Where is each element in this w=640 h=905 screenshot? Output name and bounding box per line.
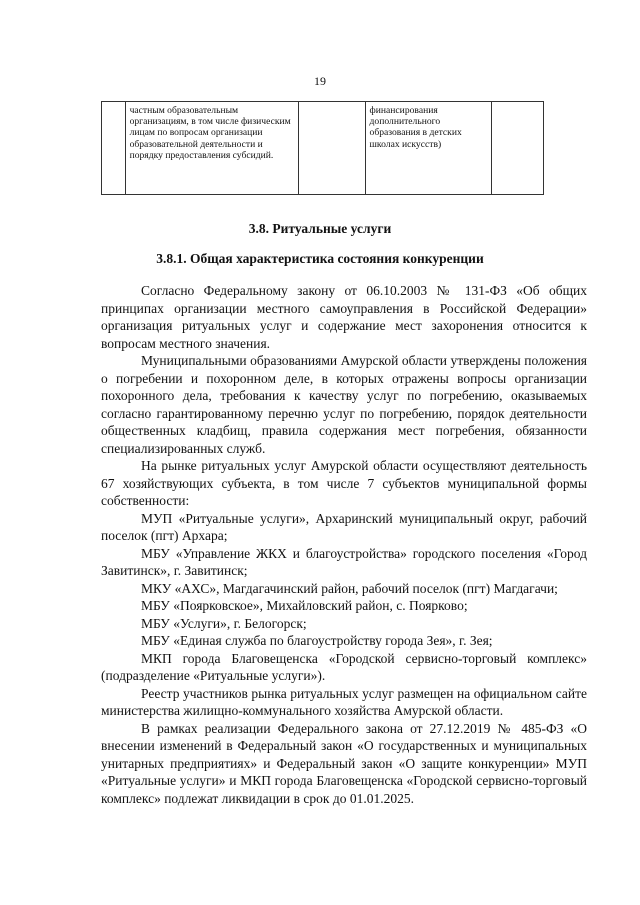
section-heading: 3.8. Ритуальные услуги <box>248 221 392 236</box>
paragraph: Муниципальными образованиями Амурской области утверждены положения о погребении и похоронном деле, в которых отражены вопросы организации похоронного дела, требования к качеству услуг по погребению, оказываемых согласно гарантированному перечню услуг по погребению, порядок деятельности общественных кладбищ, правила содержания мест погребения, обязанности специализированных служб. <box>101 353 587 456</box>
table-cell-1 <box>102 102 126 195</box>
paragraph: МБУ «Единая служба по благоустройству города Зея», г. Зея; <box>141 633 493 648</box>
paragraph: На рынке ритуальных услуг Амурской области осуществляют деятельность 67 хозяйствующих субъекта, в том числе 7 субъектов муниципальной формы собственности: <box>101 458 587 508</box>
paragraph: МКУ «АХС», Магдагачинский район, рабочий поселок (пгт) Магдагачи; <box>141 580 558 596</box>
paragraph: МУП «Ритуальные услуги», Архаринский муниципальный округ, рабочий поселок (пгт) Архара; <box>101 510 587 543</box>
paragraph: Реестр участников рынка ритуальных услуг размещен на официальном сайте министерства жилищно-коммунального хозяйства Амурской области. <box>101 685 587 718</box>
table-cell-2: частным образовательным организациям, в том числе физическим лицам по вопросам организации образовательной деятельности и порядку предоставления субсидий. <box>125 102 298 195</box>
paragraph: Согласно Федеральному закону от 06.10.2003 № 131-ФЗ «Об общих принципах организации местного самоуправления в Российской Федерации» организация ритуальных услуг и содержание мест захоронения относится к вопросам местного значения. <box>101 283 587 351</box>
body-text <box>101 282 587 807</box>
paragraph: В рамках реализации Федерального закона от 27.12.2019 № 485-ФЗ «О внесении изменений в Федеральный закон «О государственных и муниципальных унитарных предприятиях» и Федеральный закон «О защите конкуренции» МУП «Ритуальные услуги» и МКП города Благовещенска «Городской сервисно-торговый комплекс» подлежат ликвидации в срок до 01.01.2025. <box>101 720 587 806</box>
table-cell-3 <box>298 102 365 195</box>
page-number: 19 <box>314 74 326 88</box>
table-cell-4: финансирования дополнительного образования в детских школах искусств) <box>365 102 491 195</box>
table-cell-5 <box>491 102 543 195</box>
subsection-heading: 3.8.1. Общая характеристика состояния конкуренции <box>156 251 484 266</box>
table-row <box>102 102 544 195</box>
paragraph: МБУ «Управление ЖКХ и благоустройства» городского поселения «Город Завитинск», г. Завитинск; <box>101 545 587 578</box>
paragraph: МБУ «Услуги», г. Белогорск; <box>141 615 307 631</box>
paragraph: МКП города Благовещенска «Городской сервисно-торговый комплекс» (подразделение «Ритуальные услуги»). <box>101 650 587 683</box>
continuation-table <box>101 101 544 195</box>
paragraph: МБУ «Поярковское», Михайловский район, с. Поярково; <box>141 598 468 613</box>
